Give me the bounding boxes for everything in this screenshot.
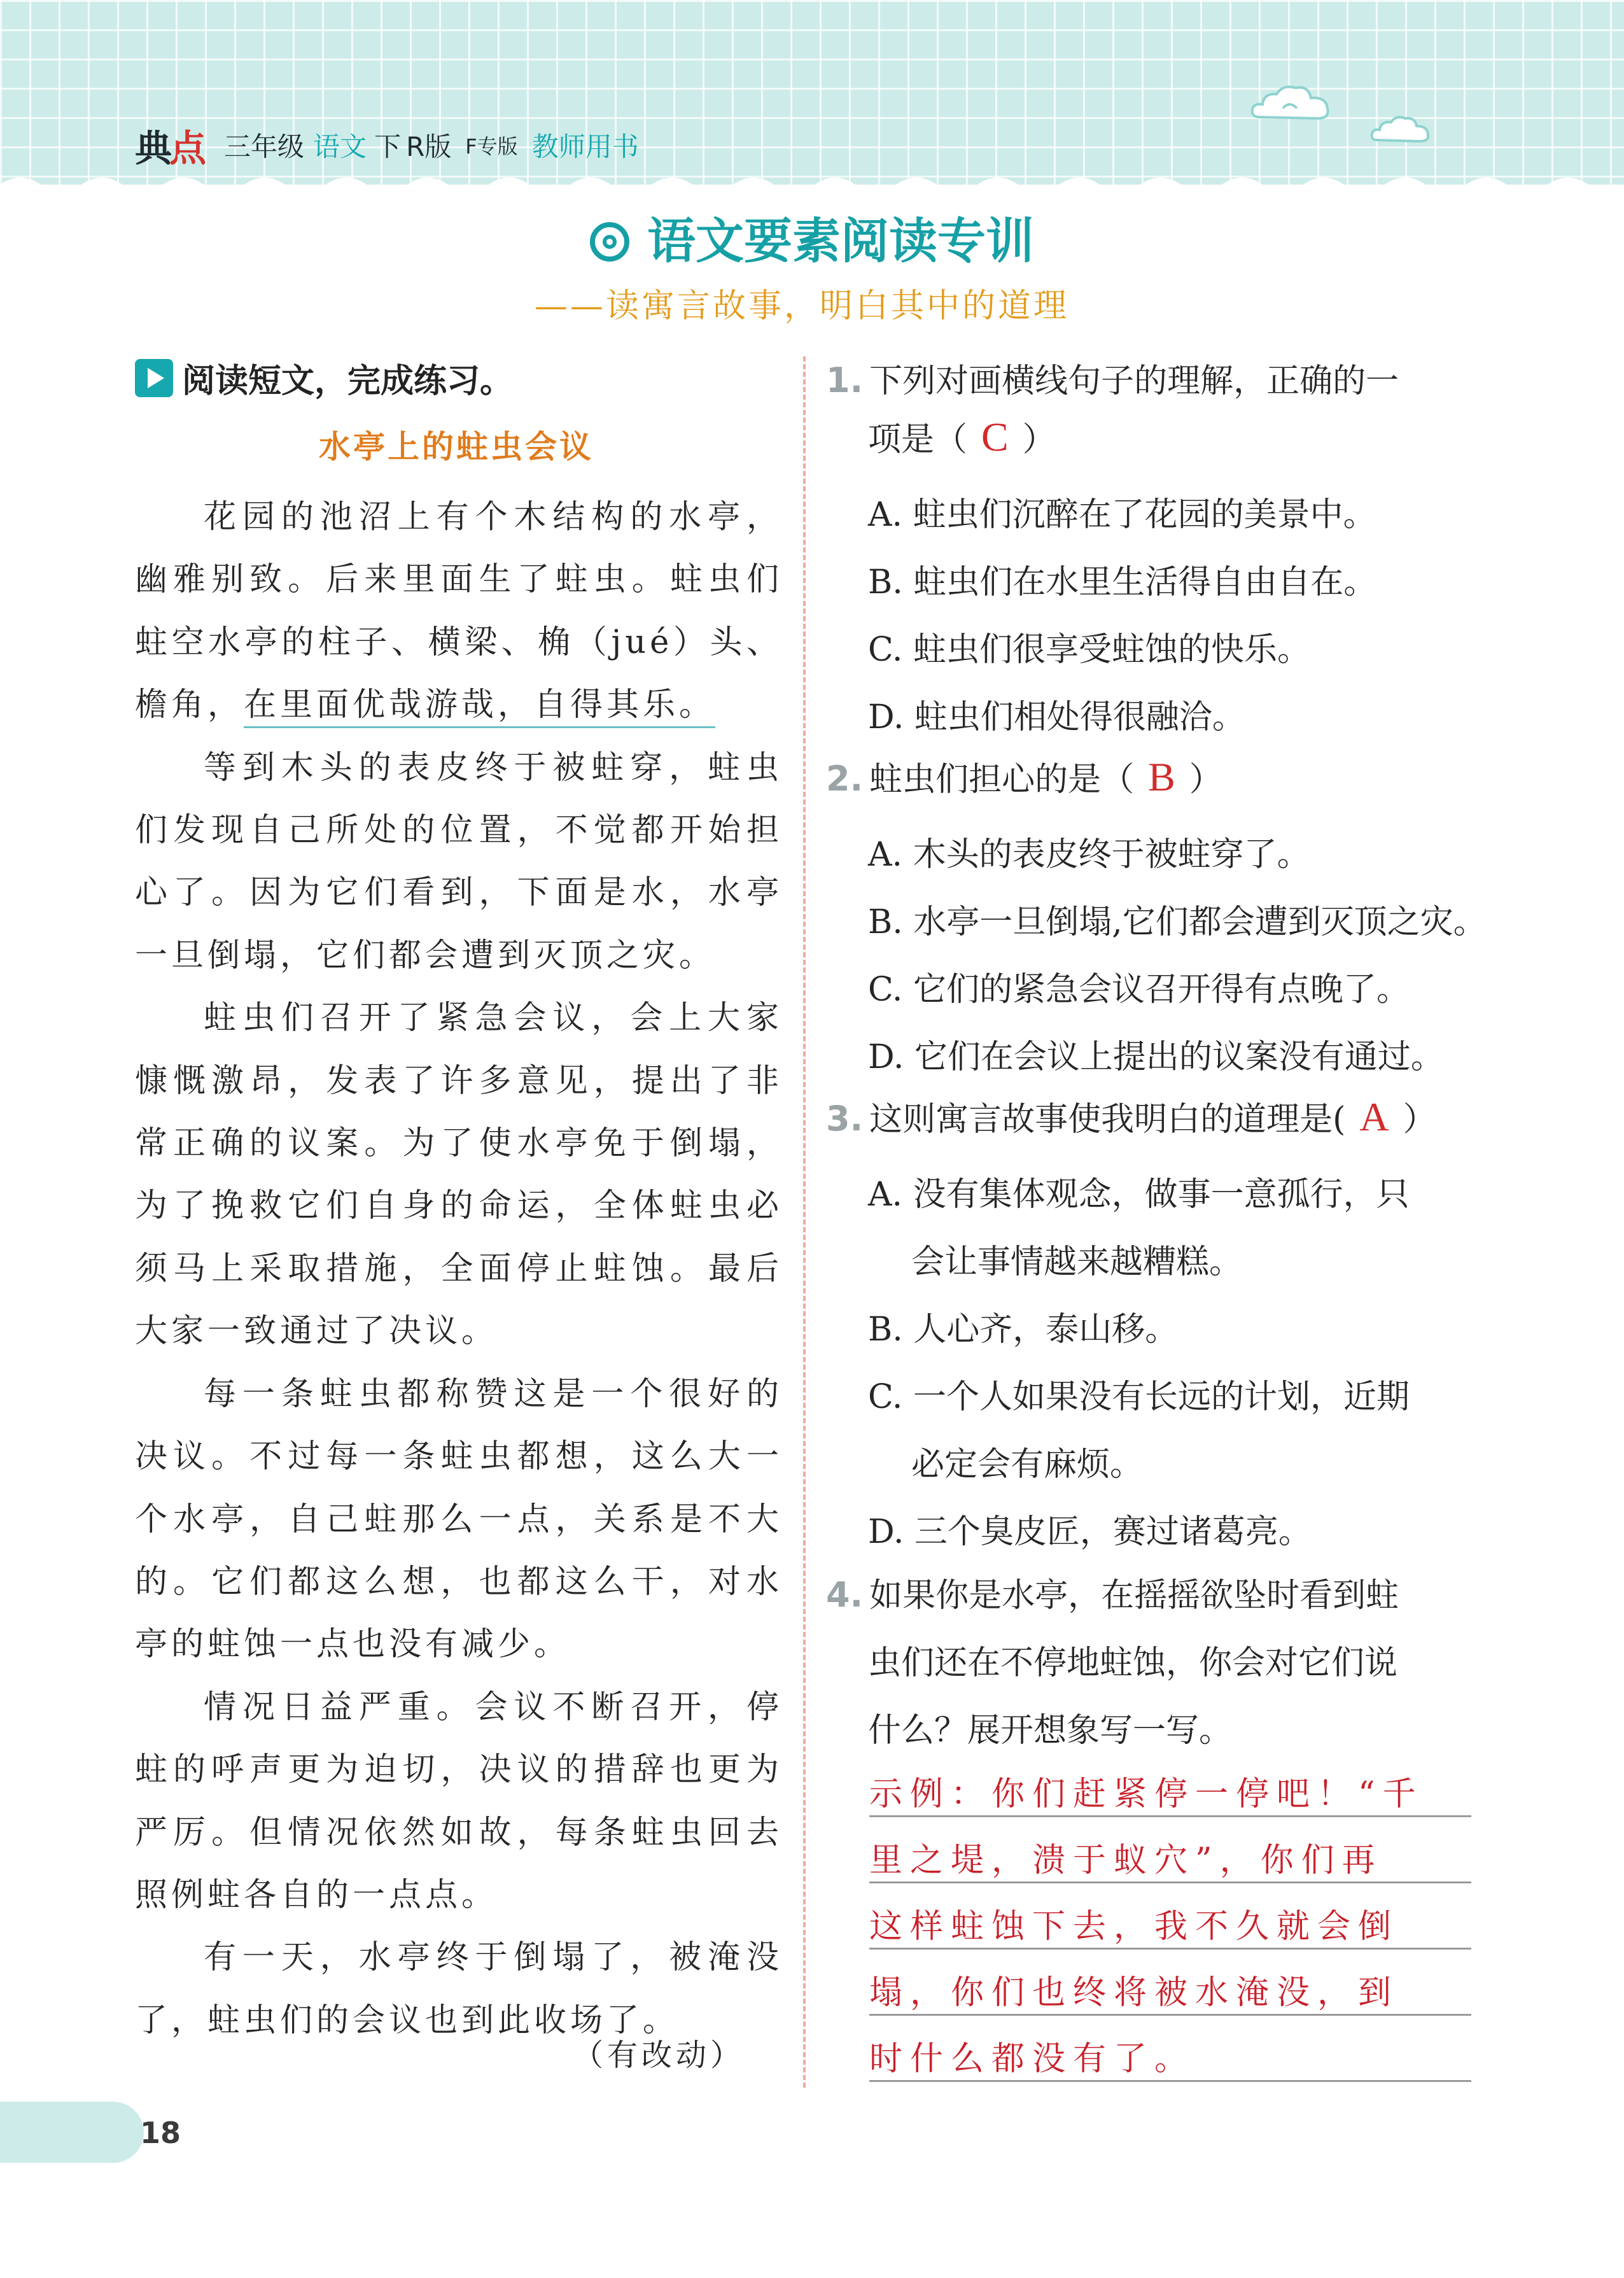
brand-book-type: 教师用书: [531, 131, 639, 162]
option-a-continued: 会让事情越来越糟糕。: [911, 1243, 1243, 1281]
question-text: ）: [1189, 761, 1222, 799]
question-text: 项是（: [868, 421, 968, 459]
option-b: B. 水亭一旦倒塌,它们都会遭到灭顶之灾。: [868, 903, 1487, 941]
page-title: [0, 202, 1624, 272]
writing-rule: [869, 1948, 1471, 1950]
answer-mark: B: [1148, 754, 1175, 799]
question-text: 下列对画横线句子的理解，正确的一: [869, 362, 1399, 400]
story-title: 水亭上的蛀虫会议: [319, 428, 594, 465]
answer-mark: C: [981, 414, 1009, 460]
writing-rule: [869, 1815, 1471, 1817]
option-a: A. 蛀虫们沉醉在了花园的美景中。: [868, 496, 1376, 534]
question-number: 2.: [826, 759, 864, 799]
question-text: 这则寓言故事使我明白的道理是(: [869, 1100, 1346, 1139]
option-b: B. 人心齐，泰山移。: [868, 1311, 1179, 1349]
page-subtitle: ——读寓言故事，明白其中的道理: [535, 287, 1070, 325]
writing-rule: [869, 1881, 1471, 1883]
question-4-line3: 什么？展开想象写一写。: [868, 1712, 1233, 1750]
option-a: A. 木头的表皮终于被蛀穿了。: [868, 836, 1310, 874]
answer-line: 时什么都没有了。: [869, 2040, 1196, 2078]
underlined-sentence: 在里面优哉游哉，自得其乐。: [244, 686, 715, 728]
story-paragraph: 蛀虫们召开了紧急会议，会上大家慷慨激昂，发表了许多意见，提出了非常正确的议案。为了使水亭免于倒塌，为了挽救它们自身的命运，全体蛀虫必须马上采取措施，全面停止蛀蚀。最后大家一致通过了决议。: [135, 999, 783, 1351]
brand-logo: 典点: [135, 127, 204, 170]
brand-edition: R版: [406, 131, 452, 162]
page-number-tab: [0, 2102, 144, 2163]
question-4-line2: 虫们还在不停地蛀蚀，你会对它们说: [868, 1644, 1398, 1682]
option-d: D. 蛀虫们相处得很融洽。: [868, 698, 1245, 736]
question-text: 蛀虫们担心的是（: [869, 761, 1135, 799]
instruction-text: 阅读短文，完成练习。: [182, 362, 514, 400]
book-brand: [135, 120, 639, 171]
story-paragraph: [135, 486, 783, 737]
question-4: [826, 1568, 1399, 1616]
brand-subject: 语文: [313, 131, 367, 162]
question-text: ）: [1403, 1100, 1436, 1139]
play-icon: [135, 359, 173, 397]
question-2: [826, 752, 1222, 801]
story-paragraph: 有一天，水亭终于倒塌了，被淹没了，蛀虫们的会议也到此收场了。: [135, 1939, 783, 2039]
question-number: 4.: [826, 1575, 864, 1615]
instruction: [135, 354, 513, 402]
story-text: 花园的池沼上有个木结构的水亭，幽雅别致。后来里面生了蛀虫。蛀虫们蛀空水亭的柱子、横梁、桷（jué）头、檐角，: [135, 498, 783, 724]
option-d: D. 它们在会议上提出的议案没有通过。: [868, 1038, 1444, 1076]
option-c: C. 蛀虫们很享受蛀蚀的快乐。: [868, 631, 1310, 669]
story-paragraph: 情况日益严重。会议不断召开，停蛀的呼声更为迫切，决议的措辞也更为严厉。但情况依然如故，每条蛀虫回去照例蛀各自的一点点。: [135, 1688, 783, 1914]
target-circle-icon: [590, 222, 629, 262]
option-c: C. 一个人如果没有长远的计划，近期: [868, 1378, 1410, 1416]
question-3: [826, 1092, 1436, 1141]
question-1-line2: [868, 412, 1056, 461]
page-title-text: 语文要素阅读专训: [647, 213, 1034, 269]
brand-grade: 三年级: [224, 131, 305, 162]
question-text: ）: [1022, 421, 1056, 459]
question-text: 如果你是水亭，在摇摇欲坠时看到蛀: [869, 1577, 1399, 1615]
header-band: [0, 0, 1624, 185]
cloud-icon: [1247, 79, 1336, 130]
answer-line: 里之堤，溃于蚁穴”，你们再: [869, 1841, 1383, 1880]
brand-version: F专版: [465, 134, 518, 158]
story-body: [135, 486, 783, 2052]
answer-line: 塌，你们也终将被水淹没，到: [869, 1974, 1399, 2012]
answer-line: 这样蛀蚀下去，我不久就会倒: [869, 1908, 1399, 1946]
writing-rule: [869, 2014, 1471, 2016]
column-divider: [803, 356, 806, 2088]
question-1: [826, 354, 1399, 402]
answer-mark: A: [1359, 1094, 1389, 1139]
option-b: B. 蛀虫们在水里生活得自由自在。: [868, 563, 1377, 601]
brand-term: 下: [374, 131, 402, 162]
option-c: C. 它们的紧急会议召开得有点晚了。: [868, 971, 1410, 1009]
page-number: 18: [139, 2116, 181, 2150]
question-number: 1.: [826, 360, 864, 400]
story-paragraph: 每一条蛀虫都称赞这是一个很好的决议。不过每一条蛀虫都想，这么大一个水亭，自己蛀那么一点，关系是不大的。它们都这么想，也都这么干，对水亭的蛀蚀一点也没有减少。: [135, 1375, 783, 1664]
answer-line: 示例：你们赶紧停一停吧！“千: [869, 1775, 1424, 1813]
question-number: 3.: [826, 1099, 864, 1139]
option-d: D. 三个臭皮匠，赛过诸葛亮。: [868, 1513, 1312, 1551]
writing-rule: [869, 2080, 1471, 2082]
cloud-icon: [1368, 112, 1432, 150]
option-a: A. 没有集体观念，做事一意孤行，只: [868, 1176, 1410, 1214]
source-note: （有改动）: [573, 2037, 745, 2073]
story-paragraph: 等到木头的表皮终于被蛀穿，蛀虫们发现自己所处的位置，不觉都开始担心了。因为它们看到，下面是水，水亭一旦倒塌，它们都会遭到灭顶之灾。: [135, 749, 783, 974]
option-c-continued: 必定会有麻烦。: [911, 1445, 1144, 1484]
